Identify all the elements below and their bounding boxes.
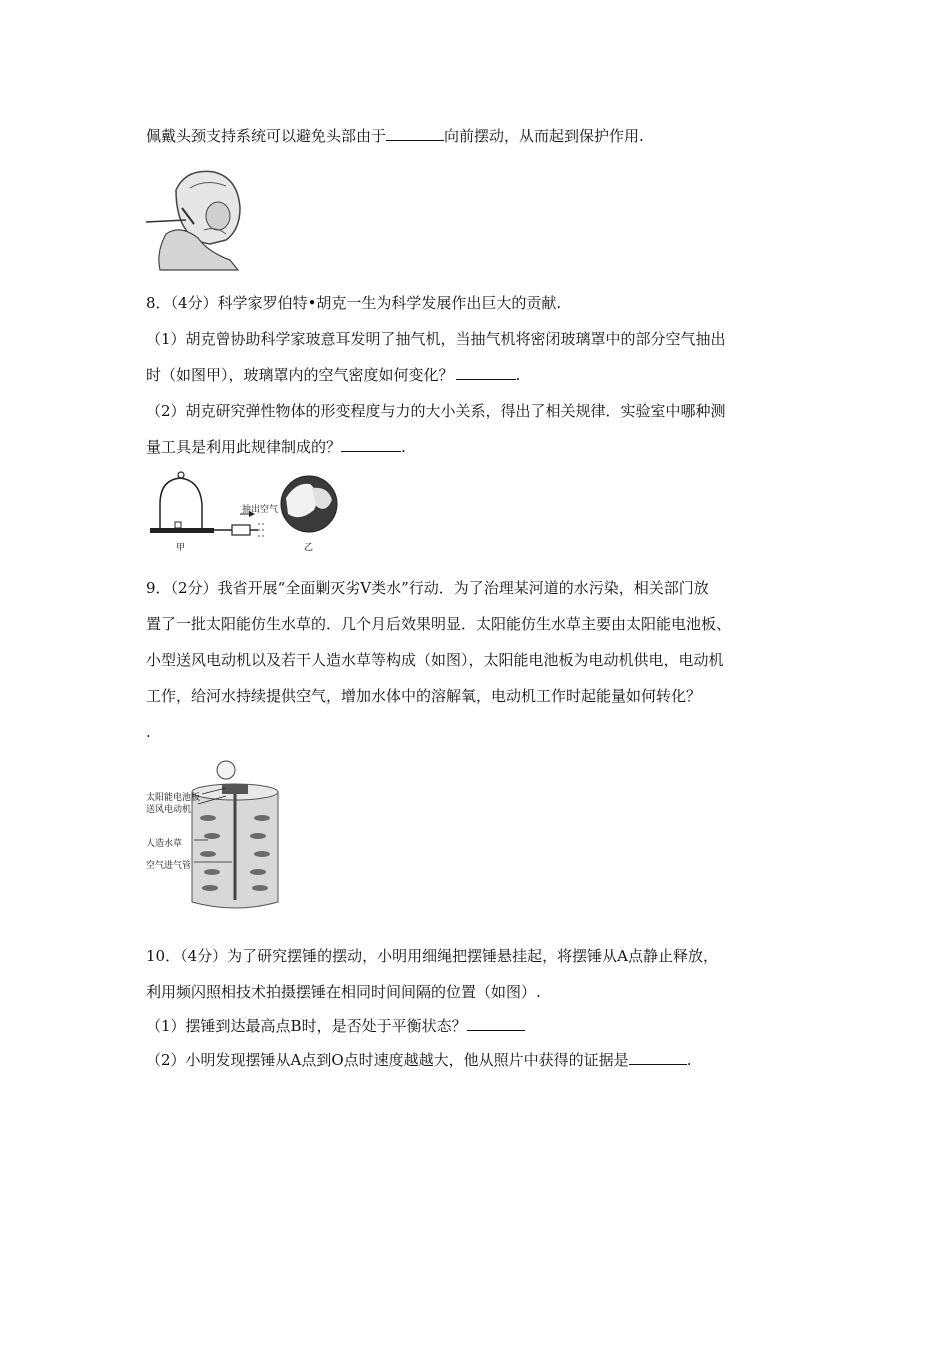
q8-sub1-line2 <box>146 365 520 385</box>
q7-answer-blank[interactable] <box>386 126 444 141</box>
q10-line1: 10．（4分）为了研究摆锤的摆动，小明用细绳把摆锤悬挂起，将摆锤从A点静止释放， <box>146 947 718 965</box>
solar-water-grass-figure <box>146 758 306 914</box>
figure-label-yi: 乙 <box>304 543 314 553</box>
q9-line5: . <box>146 723 151 741</box>
q8-sub1-line1: （1）胡克曾协助科学家玻意耳发明了抽气机，当抽气机将密闭玻璃罩中的部分空气抽出 <box>146 330 726 348</box>
bell-jar-figure <box>146 470 346 554</box>
label-air-intake-pipe: 空气进气管 <box>146 861 192 871</box>
q10-line2: 利用频闪照相技术拍摄摆锤在相同时间间隔的位置（如图）. <box>146 983 541 1001</box>
label-artificial-grass: 人造水草 <box>146 839 183 849</box>
q8-sub2-period: . <box>401 438 406 456</box>
q10-sub2-text: （2）小明发现摆锤从A点到O点时速度越越大，他从照片中获得的证据是 <box>146 1051 629 1069</box>
q10-sub1-answer-blank[interactable] <box>467 1016 525 1031</box>
q8-sub1-period: . <box>515 366 521 384</box>
q10-sub2 <box>146 1050 691 1070</box>
q8-sub1-answer-blank[interactable] <box>456 365 516 380</box>
pump-air-label: 抽出空气 <box>242 505 279 515</box>
pilot-helmet-figure <box>146 160 246 272</box>
q8-stem: 8．（4分）科学家罗伯特•胡克一生为科学发展作出巨大的贡献. <box>146 294 562 312</box>
q7-text-before: 佩戴头颈支持系统可以避免头部由于 <box>146 127 387 145</box>
q10-sub1-text: （1）摆锤到达最高点B时，是否处于平衡状态？ <box>146 1017 467 1035</box>
label-solar-panel: 太阳能电池板 <box>146 793 201 803</box>
q8-sub1-text: 时（如图甲），玻璃罩内的空气密度如何变化？ <box>146 366 454 384</box>
label-fan-motor: 送风电动机 <box>146 805 192 815</box>
q10-sub2-answer-blank[interactable] <box>629 1050 687 1065</box>
q8-sub2-line1: （2）胡克研究弹性物体的形变程度与力的大小关系，得出了相关规律．实验室中哪种测 <box>146 402 726 420</box>
q9-line2: 置了一批太阳能仿生水草的．几个月后效果明显．太阳能仿生水草主要由太阳能电池板、 <box>146 615 732 633</box>
q7-text-after: 向前摆动，从而起到保护作用. <box>444 127 644 145</box>
q10-sub1 <box>146 1016 525 1036</box>
q9-line3: 小型送风电动机以及若干人造水草等构成（如图），太阳能电池板为电动机供电，电动机 <box>146 651 724 669</box>
q7-tail-line <box>146 126 644 146</box>
q9-line4: 工作，给河水持续提供空气，增加水体中的溶解氧，电动机工作时起能量如何转化？ <box>146 687 702 705</box>
q10-sub2-period: . <box>686 1051 692 1069</box>
figure-label-jia: 甲 <box>176 543 186 553</box>
q8-sub2-text: 量工具是利用此规律制成的？ <box>146 438 342 456</box>
q8-sub2-answer-blank[interactable] <box>341 437 401 452</box>
q9-line1: 9．（2分）我省开展“全面剿灭劣V类水”行动．为了治理某河道的水污染，相关部门放 <box>146 579 709 597</box>
q8-sub2-line2 <box>146 437 406 457</box>
